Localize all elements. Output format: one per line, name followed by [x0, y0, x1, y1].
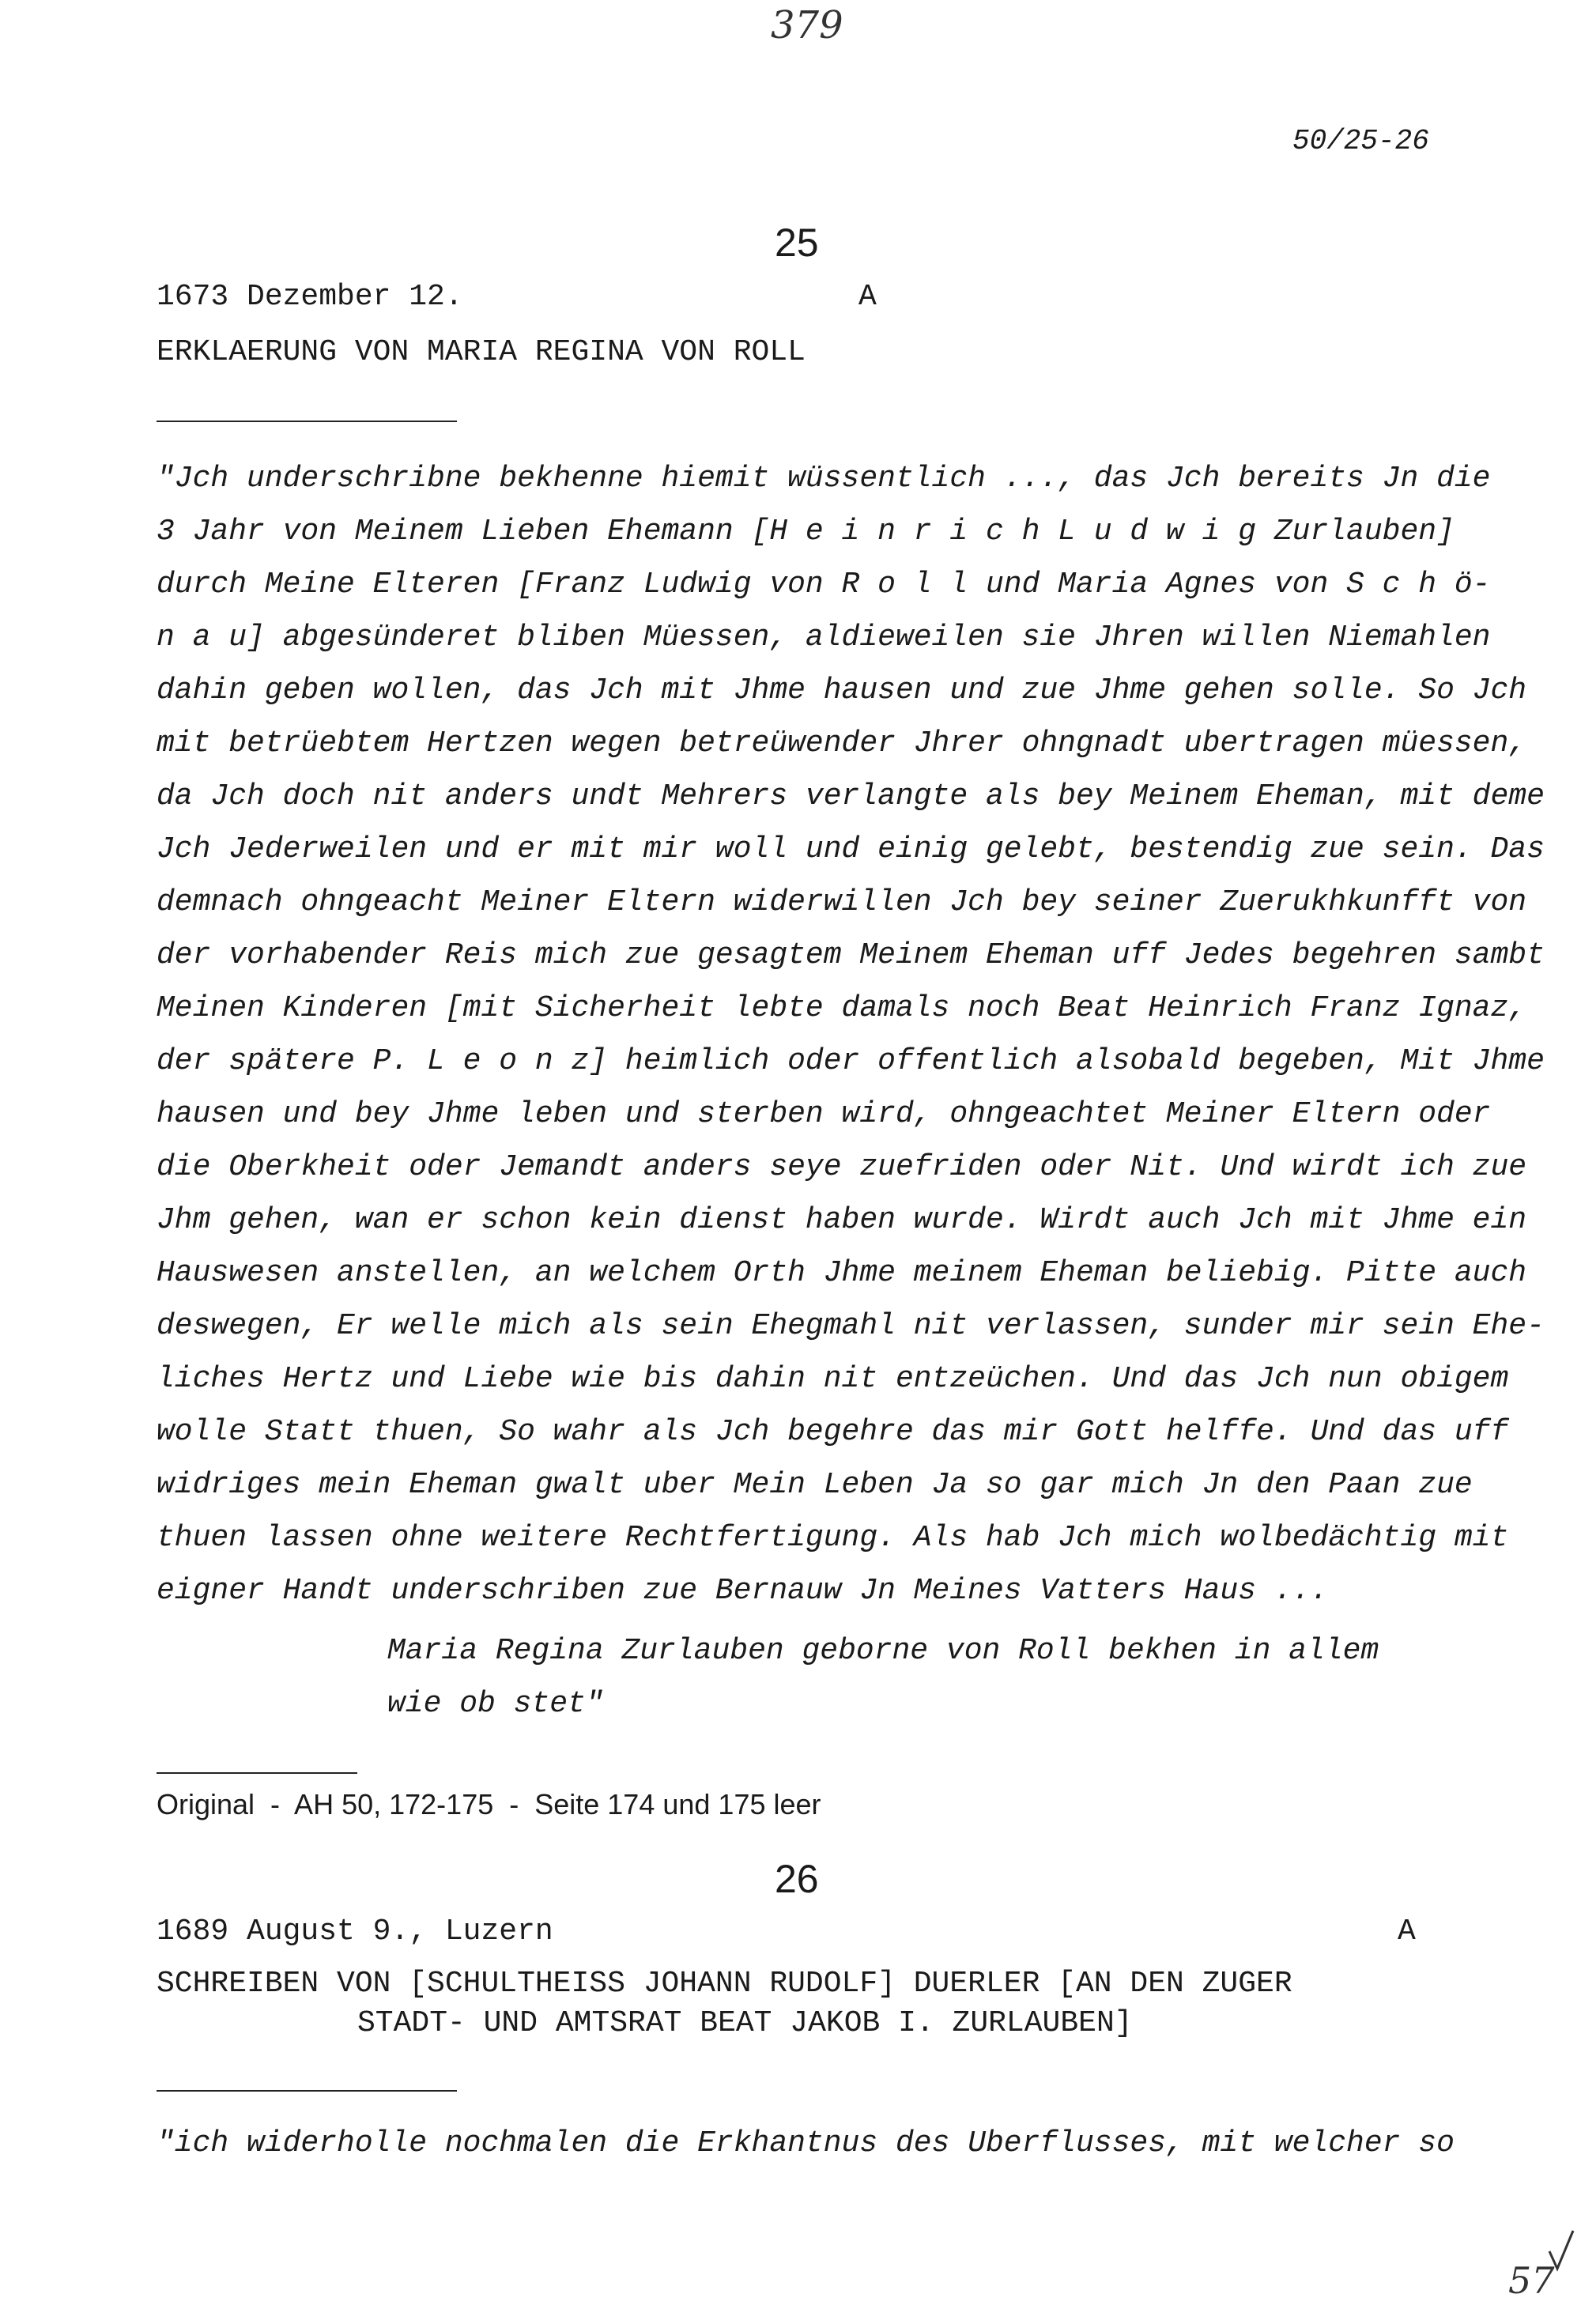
- doc25-source-rule: [157, 1772, 357, 1774]
- body-line: durch Meine Elteren [Franz Ludwig von R o l l und Maria Agnes von S c h ö-: [157, 568, 1491, 602]
- body-line: n a u] abgesünderet bliben Müessen, aldieweilen sie Jhren willen Niemahlen: [157, 621, 1491, 655]
- body-line: Jhm gehen, wan er schon kein dienst haben wurde. Wirdt auch Jch mit Jhme ein: [157, 1203, 1527, 1237]
- signature-line: wie ob stet": [387, 1687, 604, 1721]
- body-line: der spätere P. L e o n z] heimlich oder offentlich alsobald begeben, Mit Jhme: [157, 1044, 1545, 1078]
- doc26-number: 26: [775, 1857, 819, 1901]
- doc25-title-rule: [157, 421, 457, 422]
- doc26-title-line2: STADT- UND AMTSRAT BEAT JAKOB I. ZURLAUBEN]: [357, 2006, 1133, 2040]
- doc25-date: 1673 Dezember 12.: [157, 280, 463, 314]
- body-line: 3 Jahr von Meinem Lieben Ehemann [H e i n r i c h L u d w i g Zurlauben]: [157, 515, 1455, 549]
- checkmark-icon: [1548, 2228, 1576, 2275]
- body-line: hausen und bey Jhme leben und sterben wird, ohngeachtet Meiner Eltern oder: [157, 1097, 1491, 1131]
- body-line: Hauswesen anstellen, an welchem Orth Jhme meinem Eheman beliebig. Pitte auch: [157, 1256, 1527, 1290]
- body-line: "Jch underschribne bekhenne hiemit wüssentlich ..., das Jch bereits Jn die: [157, 462, 1491, 496]
- body-line: der vorhabender Reis mich zue gesagtem Meinem Eheman uff Jedes begehren sambt: [157, 938, 1545, 972]
- doc25-title: ERKLAERUNG VON MARIA REGINA VON ROLL: [157, 335, 806, 369]
- body-line: liches Hertz und Liebe wie bis dahin nit entzeüchen. Und das Jch nun obigem: [157, 1362, 1509, 1396]
- body-line: eigner Handt underschriben zue Bernauw Jn Meines Vatters Haus ...: [157, 1574, 1329, 1608]
- doc25-signature: [387, 1624, 1379, 1730]
- handwritten-page-number: 379: [771, 3, 843, 47]
- doc26-letter: A: [1398, 1915, 1416, 1949]
- body-line: wolle Statt thuen, So wahr als Jch begehre das mir Gott helffe. Und das uff: [157, 1415, 1509, 1449]
- doc25-number: 25: [775, 221, 819, 265]
- doc25-source-note: Original - AH 50, 172-175 - Seite 174 und 175 leer: [157, 1788, 821, 1820]
- doc25-letter: A: [858, 280, 877, 314]
- doc25-body: [157, 452, 1545, 1617]
- body-line: thuen lassen ohne weitere Rechtfertigung. Als hab Jch mich wolbedächtig mit: [157, 1521, 1509, 1555]
- doc26-title-line1: SCHREIBEN VON [SCHULTHEISS JOHANN RUDOLF] DUERLER [AN DEN ZUGER: [157, 1967, 1292, 2001]
- body-line: mit betrüebtem Hertzen wegen betreüwender Jhrer ohngnadt ubertragen müessen,: [157, 726, 1527, 760]
- signature-line: Maria Regina Zurlauben geborne von Roll bekhen in allem: [387, 1634, 1379, 1668]
- handwritten-corner-mark: 57: [1508, 2259, 1555, 2302]
- body-line: da Jch doch nit anders undt Mehrers verlangte als bey Meinem Eheman, mit deme: [157, 779, 1545, 813]
- body-line: deswegen, Er welle mich als sein Ehegmahl nit verlassen, sunder mir sein Ehe-: [157, 1309, 1545, 1343]
- archive-reference: 50/25-26: [1292, 125, 1429, 157]
- doc26-title-rule: [157, 2090, 457, 2092]
- body-line: dahin geben wollen, das Jch mit Jhme hausen und zue Jhme gehen solle. So Jch: [157, 673, 1527, 707]
- doc26-date: 1689 August 9., Luzern: [157, 1915, 553, 1949]
- body-line: demnach ohngeacht Meiner Eltern widerwillen Jch bey seiner Zuerukhkunfft von: [157, 885, 1527, 919]
- body-line: die Oberkheit oder Jemandt anders seye zuefriden oder Nit. Und wirdt ich zue: [157, 1150, 1527, 1184]
- body-line: widriges mein Eheman gwalt uber Mein Leben Ja so gar mich Jn den Paan zue: [157, 1468, 1473, 1502]
- body-line: Meinen Kinderen [mit Sicherheit lebte damals noch Beat Heinrich Franz Ignaz,: [157, 991, 1527, 1025]
- body-line: Jch Jederweilen und er mit mir woll und einig gelebt, bestendig zue sein. Das: [157, 832, 1545, 866]
- doc26-first-line: "ich widerholle nochmalen die Erkhantnus des Uberflusses, mit welcher so: [157, 2126, 1455, 2160]
